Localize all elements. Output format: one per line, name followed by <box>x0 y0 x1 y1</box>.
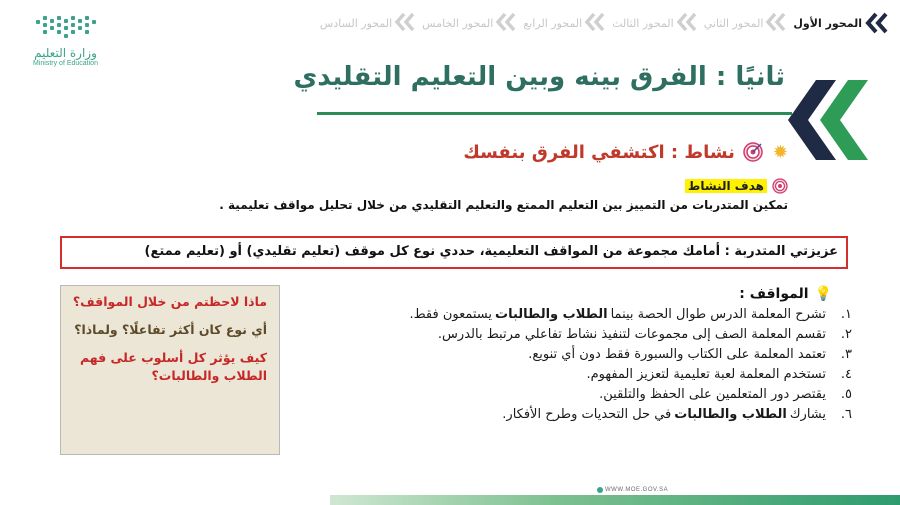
situations-heading <box>739 284 832 304</box>
double-chevron-icon <box>495 12 521 34</box>
footer-bar <box>330 495 900 505</box>
footer-logo-icon <box>597 487 603 493</box>
ministry-logo <box>18 14 113 79</box>
goal-description: تمكين المتدربات من التمييز بين التعليم الممتع والتعليم التقليدي من خلال تحليل مواقف تعليمية . <box>219 198 788 212</box>
situation-text: تشرح المعلمة الدرس طوال الحصة بينما <box>610 307 826 322</box>
logo-arabic-text: وزارة التعليم <box>34 46 97 60</box>
title-underline <box>317 112 792 115</box>
big-chevron-icon <box>786 80 878 160</box>
situation-bold-text: الطلاب والطالبات <box>674 407 787 422</box>
situation-text-end: في حل التحديات وطرح الأفكار. <box>502 407 672 422</box>
topic-navigation <box>240 10 890 36</box>
question-3: كيف يؤثر كل أسلوب على فهم الطلاب والطالبات؟ <box>79 350 267 383</box>
situation-bold-text: الطلاب والطالبات <box>495 307 608 322</box>
situation-item <box>292 385 852 405</box>
situation-item <box>292 325 852 345</box>
nav-item-axis-2[interactable] <box>704 12 792 34</box>
nav-item-axis-5[interactable] <box>422 12 521 34</box>
sun-icon: ✹ <box>772 141 788 163</box>
double-chevron-icon <box>676 12 702 34</box>
logo-english-text: Ministry of Education <box>33 60 98 67</box>
situations-title: المواقف : <box>739 286 809 302</box>
double-chevron-icon <box>864 12 890 34</box>
activity-heading <box>408 138 788 166</box>
situation-number: ٦. <box>840 407 852 422</box>
situation-number: ٥. <box>840 387 852 402</box>
situation-text-end: يستمعون فقط. <box>409 307 493 322</box>
target-icon <box>772 178 788 194</box>
situation-number: ٤. <box>840 367 852 382</box>
activity-goal <box>685 176 788 196</box>
situation-item <box>292 305 852 325</box>
target-icon <box>743 142 763 162</box>
nav-item-axis-6[interactable] <box>320 12 420 34</box>
lightbulb-icon: 💡 <box>814 286 832 302</box>
situations-list <box>292 305 852 425</box>
instruction-box: عزيزتي المتدربة : أمامك مجموعة من المواقف التعليمية، حددي نوع كل موقف (تعليم تقليدي) أو (تعليم ممتع) <box>60 236 848 269</box>
situation-item <box>292 405 852 425</box>
goal-label: هدف النشاط <box>685 179 767 193</box>
situation-number: ٣. <box>840 347 852 362</box>
ministry-logo-icon <box>34 14 98 44</box>
double-chevron-icon <box>394 12 420 34</box>
question-2: أي نوع كان أكثر تفاعلًا؟ ولماذا؟ <box>74 322 267 337</box>
situation-number: ٢. <box>840 327 852 342</box>
questions-box <box>60 285 280 455</box>
nav-item-axis-1[interactable] <box>793 17 864 30</box>
situation-item <box>292 345 852 365</box>
nav-item-label: المحور الخامس <box>422 16 494 30</box>
situation-text: تعتمد المعلمة على الكتاب والسبورة فقط دون أي تنويع. <box>528 347 826 362</box>
situation-text: يقتصر دور المتعلمين على الحفظ والتلقين. <box>599 387 826 402</box>
situation-text: تستخدم المعلمة لعبة تعليمية لتعزيز المفهوم. <box>586 367 826 382</box>
double-chevron-icon <box>765 12 791 34</box>
question-1: ماذا لاحظتم من خلال المواقف؟ <box>72 294 267 309</box>
nav-item-axis-4[interactable] <box>523 12 610 34</box>
double-chevron-icon <box>584 12 610 34</box>
situation-number: ١. <box>840 307 852 322</box>
nav-item-label: المحور الثاني <box>703 16 764 30</box>
situation-text: تقسم المعلمة الصف إلى مجموعات لتنفيذ نشاط تفاعلي مرتبط بالدرس. <box>437 327 826 342</box>
situation-item <box>292 365 852 385</box>
nav-item-label: المحور الرابع <box>523 16 583 30</box>
activity-title: نشاط : اكتشفي الفرق بنفسك <box>463 141 735 163</box>
footer-url[interactable]: WWW.MOE.GOV.SA <box>605 487 669 493</box>
situation-text: يشارك <box>789 407 826 422</box>
nav-item-axis-3[interactable] <box>612 12 702 34</box>
nav-item-label: المحور الثالث <box>612 16 674 30</box>
page-title: ثانيًا : الفرق بينه وبين التعليم التقليدي <box>293 62 785 92</box>
nav-item-label: المحور الأول <box>793 16 862 30</box>
nav-item-label: المحور السادس <box>319 16 393 30</box>
